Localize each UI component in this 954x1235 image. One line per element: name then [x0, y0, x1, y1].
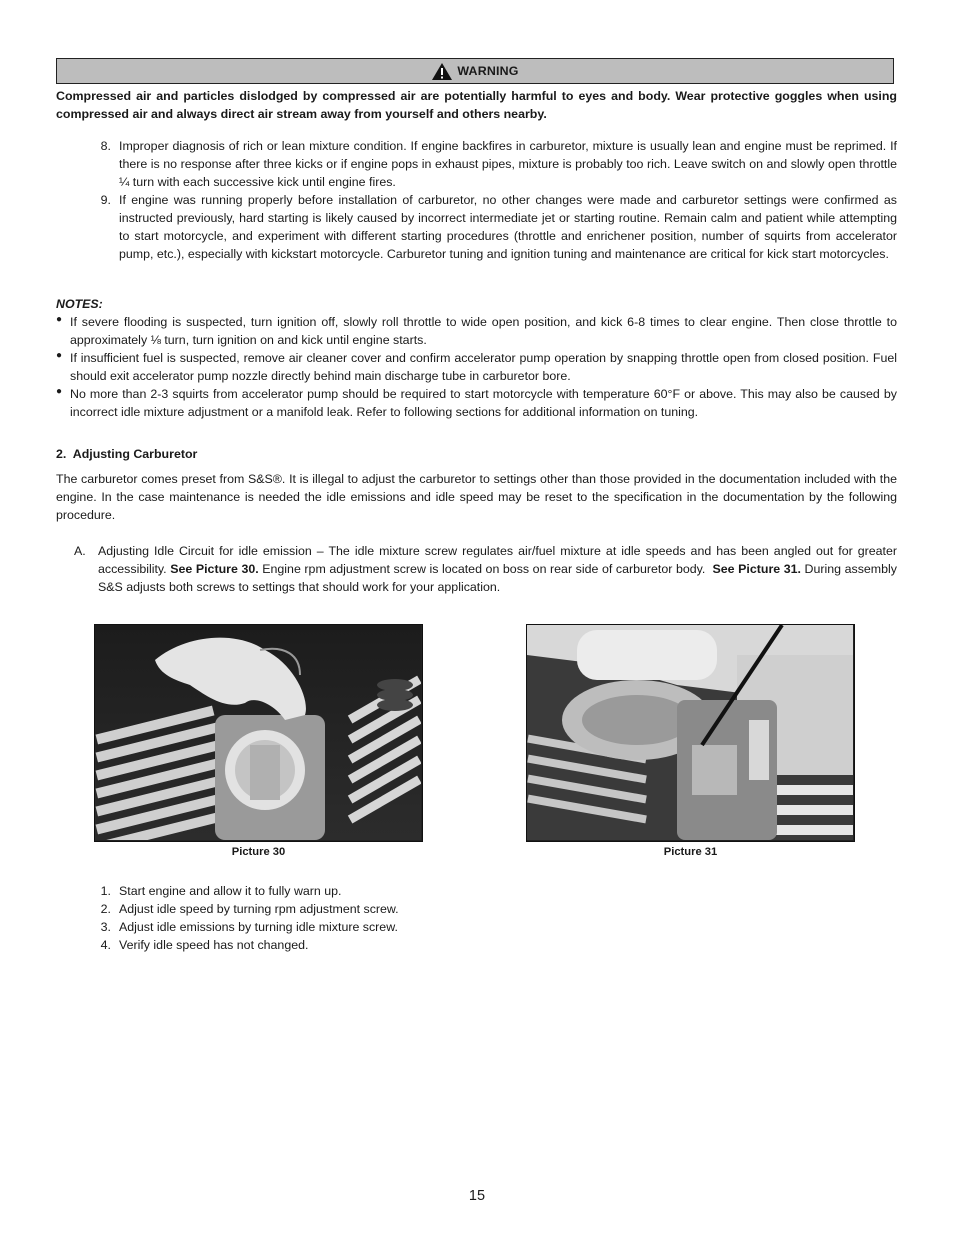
item-number: 9.	[100, 193, 111, 207]
picture-31-photo	[526, 624, 855, 842]
list-item	[89, 918, 689, 936]
list-item	[89, 137, 897, 191]
bullet-icon: ●	[56, 350, 63, 361]
warning-label: WARNING	[457, 64, 519, 78]
warning-triangle-icon	[431, 62, 453, 81]
subsection-text-part: During assembly S&S adjusts both screws to settings that should work for your application.	[98, 562, 901, 594]
item-text: No more than 2-3 squirts from accelerator pump should be required to start motorcycle with temperature 60°F or above. This may also be caused by incorrect idle mixture adjustment or a manifold leak. Refer to following sections for additional information on tuning.	[70, 387, 897, 419]
page-number: 15	[468, 1188, 486, 1204]
picture-reference: See Picture 31.	[712, 562, 801, 576]
list-item	[56, 313, 897, 349]
item-number: 3.	[100, 920, 111, 934]
item-number: 4.	[100, 938, 111, 952]
item-text: Adjust idle emissions by turning idle mixture screw.	[119, 920, 398, 934]
item-text: Verify idle speed has not changed.	[119, 938, 309, 952]
item-number: 8.	[100, 139, 111, 153]
subsection-marker: A.	[74, 544, 86, 558]
notes-list	[56, 313, 897, 421]
picture-31-caption: Picture 31	[663, 846, 718, 858]
subsection-text-part: Adjusting Idle Circuit for idle emission – The idle mixture screw regulates air/fuel mixture at idle speeds and has been angled out for greater accessibility.	[98, 544, 901, 576]
bullet-icon: ●	[56, 386, 63, 397]
item-text: If insufficient fuel is suspected, remove air cleaner cover and confirm accelerator pump operation by snapping throttle open from closed position. Fuel should exit accelerator pump nozzle directly behind main discharge tube in carburetor bore.	[70, 351, 897, 383]
item-text: Improper diagnosis of rich or lean mixture condition. If engine backfires in carburetor, mixture is usually lean and engine must be reprimed. If there is no response after three kicks or if engine pops in exhaust pipes, mixture is probably too rich. Leave switch on and slowly open throttle ¼ turn with each successive kick until engine fires.	[119, 139, 897, 189]
list-item	[89, 191, 897, 263]
list-item	[56, 349, 897, 385]
bullet-icon: ●	[56, 314, 63, 325]
troubleshooting-steps	[89, 137, 897, 263]
item-text: If severe flooding is suspected, turn ignition off, slowly roll throttle to wide open position, and kick 6-8 times to clear engine. Then close throttle to approximately ⅛ turn, turn ignition on and kick until engine starts.	[70, 315, 897, 347]
item-text: If engine was running properly before installation of carburetor, no other changes were made and carburetor settings were confirmed as instructed previously, hard starting is likely caused by incorrect intermediate jet or starting routine. Remain calm and patient while attempting to start motorcycle, and experiment with different starting procedures (throttle and enrichener position, number of squirts from accelerator pump, etc.), especially with kickstart motorcycle. Carburetor tuning and ignition tuning and maintenance are critical for kick start motorcycles.	[119, 193, 897, 261]
picture-30-caption: Picture 30	[231, 846, 286, 858]
picture-reference: See Picture 30.	[170, 562, 259, 576]
list-item	[89, 900, 689, 918]
list-item	[89, 936, 689, 954]
item-number: 2.	[100, 902, 111, 916]
item-number: 1.	[100, 884, 111, 898]
section-heading: 2. Adjusting Carburetor	[56, 447, 198, 461]
item-text: Adjust idle speed by turning rpm adjustment screw.	[119, 902, 399, 916]
warning-text: Compressed air and particles dislodged by compressed air are potentially harmful to eyes and body. Wear protective goggles when using compressed air and always direct air stream away from yourself and others nearby.	[56, 89, 897, 121]
warning-banner	[56, 58, 894, 84]
list-item	[89, 882, 689, 900]
notes-heading: NOTES:	[56, 297, 103, 311]
subsection-text	[98, 542, 901, 596]
procedure-list	[89, 882, 689, 954]
subsection-a	[74, 542, 901, 596]
picture-30-photo	[94, 624, 423, 842]
section-intro: The carburetor comes preset from S&S®. It is illegal to adjust the carburetor to settings other than those provided in the documentation included with the engine. In the case maintenance is needed the idle emissions and idle speed may be reset to the specification in the documentation by the following procedure.	[56, 472, 897, 522]
list-item	[56, 385, 897, 421]
subsection-text-part: Engine rpm adjustment screw is located on boss on rear side of carburetor body.	[258, 562, 713, 576]
item-text: Start engine and allow it to fully warn up.	[119, 884, 342, 898]
